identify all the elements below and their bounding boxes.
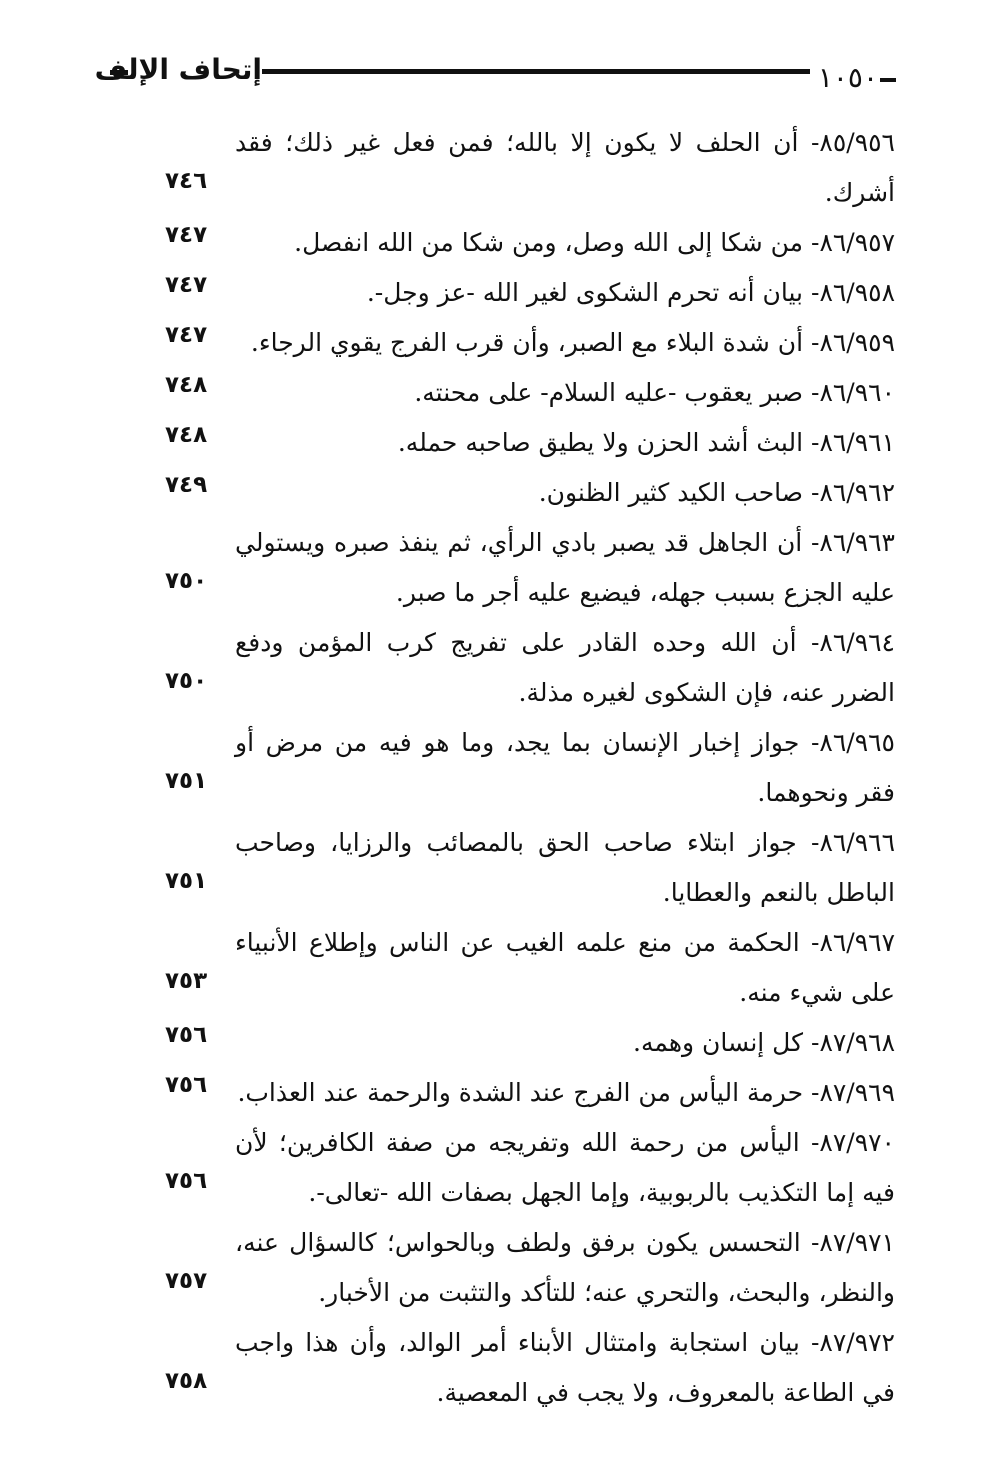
entry-text xyxy=(235,1068,895,1118)
entry-page-number: ٧٥٦ xyxy=(165,1022,208,1048)
page-header xyxy=(0,0,1003,110)
entry-text xyxy=(235,1118,895,1218)
entry-reference: ٨٦/٩٦١ xyxy=(819,428,895,457)
entry-text xyxy=(235,1218,895,1318)
index-entry xyxy=(0,218,1003,268)
index-entry xyxy=(0,718,1003,818)
entry-text xyxy=(235,468,895,518)
index-entry xyxy=(0,518,1003,618)
entry-text xyxy=(235,718,895,818)
entry-reference: ٨٧/٩٧١ xyxy=(819,1228,895,1257)
entry-separator: - xyxy=(799,928,820,957)
entry-separator: - xyxy=(803,428,820,457)
entry-reference: ٨٦/٩٦٧ xyxy=(819,928,895,957)
entry-page-number: ٧٥٧ xyxy=(165,1268,208,1294)
entry-separator: - xyxy=(803,328,820,357)
entry-text xyxy=(235,218,895,268)
entry-text xyxy=(235,1018,895,1068)
entry-page-number: ٧٥٣ xyxy=(165,968,208,994)
entry-page-number: ٧٥٠ xyxy=(165,568,208,594)
entry-page-number: ٧٥٦ xyxy=(165,1072,208,1098)
entry-description: أن الجاهل قد يصبر بادي الرأي، ثم ينفذ صبره ويستولي عليه الجزع بسبب جهله، فيضيع عليه أجر ما صبر. xyxy=(235,528,895,607)
book-title: إتحاف الإلف xyxy=(94,53,262,86)
entry-description: صاحب الكيد كثير الظنون. xyxy=(538,478,804,507)
entry-separator: - xyxy=(803,1078,820,1107)
entry-reference: ٨٦/٩٦٠ xyxy=(819,378,895,407)
entry-separator: - xyxy=(799,1128,820,1157)
index-entry xyxy=(0,1118,1003,1218)
index-entry xyxy=(0,468,1003,518)
header-rule xyxy=(262,69,810,74)
entry-separator: - xyxy=(799,728,820,757)
entry-separator: - xyxy=(796,828,820,857)
entry-page-number: ٧٤٧ xyxy=(165,222,208,248)
entry-reference: ٨٦/٩٦٣ xyxy=(819,528,895,557)
entry-text xyxy=(235,818,895,918)
entry-description: أن شدة البلاء مع الصبر، وأن قرب الفرج يقوي الرجاء. xyxy=(250,328,804,357)
entry-description: أن الله وحده القادر على تفريج كرب المؤمن ودفع الضرر عنه، فإن الشكوى لغيره مذلة. xyxy=(235,628,895,707)
entry-page-number: ٧٤٩ xyxy=(165,472,208,498)
page-number: ١٠٥٠ xyxy=(817,61,878,94)
entry-description: التحسس يكون برفق ولطف وبالحواس؛ كالسؤال عنه، والنظر، والبحث، والتحري عنه؛ للتأكد والتثبت من الأخبار. xyxy=(235,1228,895,1307)
entry-separator: - xyxy=(803,1028,820,1057)
entry-separator: - xyxy=(803,478,820,507)
index-entry xyxy=(0,1218,1003,1318)
entry-description: جواز ابتلاء صاحب الحق بالمصائب والرزايا، وصاحب الباطل بالنعم والعطايا. xyxy=(235,828,895,907)
entry-reference: ٨٧/٩٦٩ xyxy=(819,1078,895,1107)
entry-reference: ٨٦/٩٥٧ xyxy=(819,228,895,257)
index-entry xyxy=(0,1018,1003,1068)
entry-page-number: ٧٤٦ xyxy=(165,168,208,194)
entry-page-number: ٧٤٨ xyxy=(165,372,208,398)
entry-separator: - xyxy=(796,628,820,657)
index-entry xyxy=(0,1318,1003,1418)
entry-text xyxy=(235,268,895,318)
entry-text xyxy=(235,118,895,218)
entry-separator: - xyxy=(799,1328,820,1357)
entry-reference: ٨٦/٩٦٥ xyxy=(819,728,895,757)
entry-separator: - xyxy=(800,1228,820,1257)
entry-description: بيان أنه تحرم الشكوى لغير الله -عز وجل-. xyxy=(366,278,804,307)
entry-text xyxy=(235,518,895,618)
entry-description: حرمة اليأس من الفرج عند الشدة والرحمة عند العذاب. xyxy=(237,1078,804,1107)
entry-reference: ٨٦/٩٥٩ xyxy=(819,328,895,357)
entry-separator: - xyxy=(803,278,820,307)
index-entry xyxy=(0,118,1003,218)
entry-text xyxy=(235,368,895,418)
entry-description: جواز إخبار الإنسان بما يجد، وما هو فيه من مرض أو فقر ونحوهما. xyxy=(235,728,895,807)
entry-text xyxy=(235,1318,895,1418)
index-entry xyxy=(0,318,1003,368)
index-entry xyxy=(0,418,1003,468)
entry-reference: ٨٦/٩٥٨ xyxy=(819,278,895,307)
entry-page-number: ٧٤٧ xyxy=(165,272,208,298)
entry-description: من شكا إلى الله وصل، ومن شكا من الله انفصل. xyxy=(294,228,804,257)
entry-page-number: ٧٥٠ xyxy=(165,668,208,694)
entry-text xyxy=(235,418,895,468)
entry-description: اليأس من رحمة الله وتفريجه من صفة الكافرين؛ لأن فيه إما التكذيب بالربوبية، وإما الجهل بصفات الله -تعالى-. xyxy=(235,1128,895,1207)
entry-separator: - xyxy=(803,228,820,257)
entry-description: الحكمة من منع علمه الغيب عن الناس وإطلاع الأنبياء على شيء منه. xyxy=(235,928,895,1007)
entry-reference: ٨٥/٩٥٦ xyxy=(819,128,895,157)
index-entry xyxy=(0,1068,1003,1118)
entry-description: صبر يعقوب -عليه السلام- على محنته. xyxy=(414,378,804,407)
entry-description: البث أشد الحزن ولا يطيق صاحبه حمله. xyxy=(397,428,804,457)
entry-page-number: ٧٤٨ xyxy=(165,422,208,448)
entry-page-number: ٧٤٧ xyxy=(165,322,208,348)
entry-text xyxy=(235,918,895,1018)
entry-description: أن الحلف لا يكون إلا بالله؛ فمن فعل غير ذلك؛ فقد أشرك. xyxy=(235,128,895,207)
entry-separator: - xyxy=(802,528,820,557)
entry-page-number: ٧٥٦ xyxy=(165,1168,208,1194)
header-dash-right xyxy=(880,78,896,82)
entry-reference: ٨٧/٩٧٠ xyxy=(819,1128,895,1157)
entry-description: بيان استجابة وامتثال الأبناء أمر الوالد، وأن هذا واجب في الطاعة بالمعروف، ولا يجب في المعصية. xyxy=(235,1328,895,1407)
index-entry xyxy=(0,618,1003,718)
entry-separator: - xyxy=(803,378,820,407)
entry-page-number: ٧٥١ xyxy=(165,868,208,894)
entry-page-number: ٧٥١ xyxy=(165,768,208,794)
entry-reference: ٨٦/٩٦٦ xyxy=(819,828,895,857)
entry-separator: - xyxy=(798,128,820,157)
entry-reference: ٨٦/٩٦٢ xyxy=(819,478,895,507)
entry-reference: ٨٧/٩٧٢ xyxy=(819,1328,895,1357)
index-entries xyxy=(0,118,1003,1418)
index-entry xyxy=(0,368,1003,418)
entry-description: كل إنسان وهمه. xyxy=(633,1028,804,1057)
index-entry xyxy=(0,818,1003,918)
entry-page-number: ٧٥٨ xyxy=(165,1368,208,1394)
index-entry xyxy=(0,268,1003,318)
entry-text xyxy=(235,318,895,368)
entry-text xyxy=(235,618,895,718)
entry-reference: ٨٦/٩٦٤ xyxy=(819,628,895,657)
entry-reference: ٨٧/٩٦٨ xyxy=(819,1028,895,1057)
index-entry xyxy=(0,918,1003,1018)
